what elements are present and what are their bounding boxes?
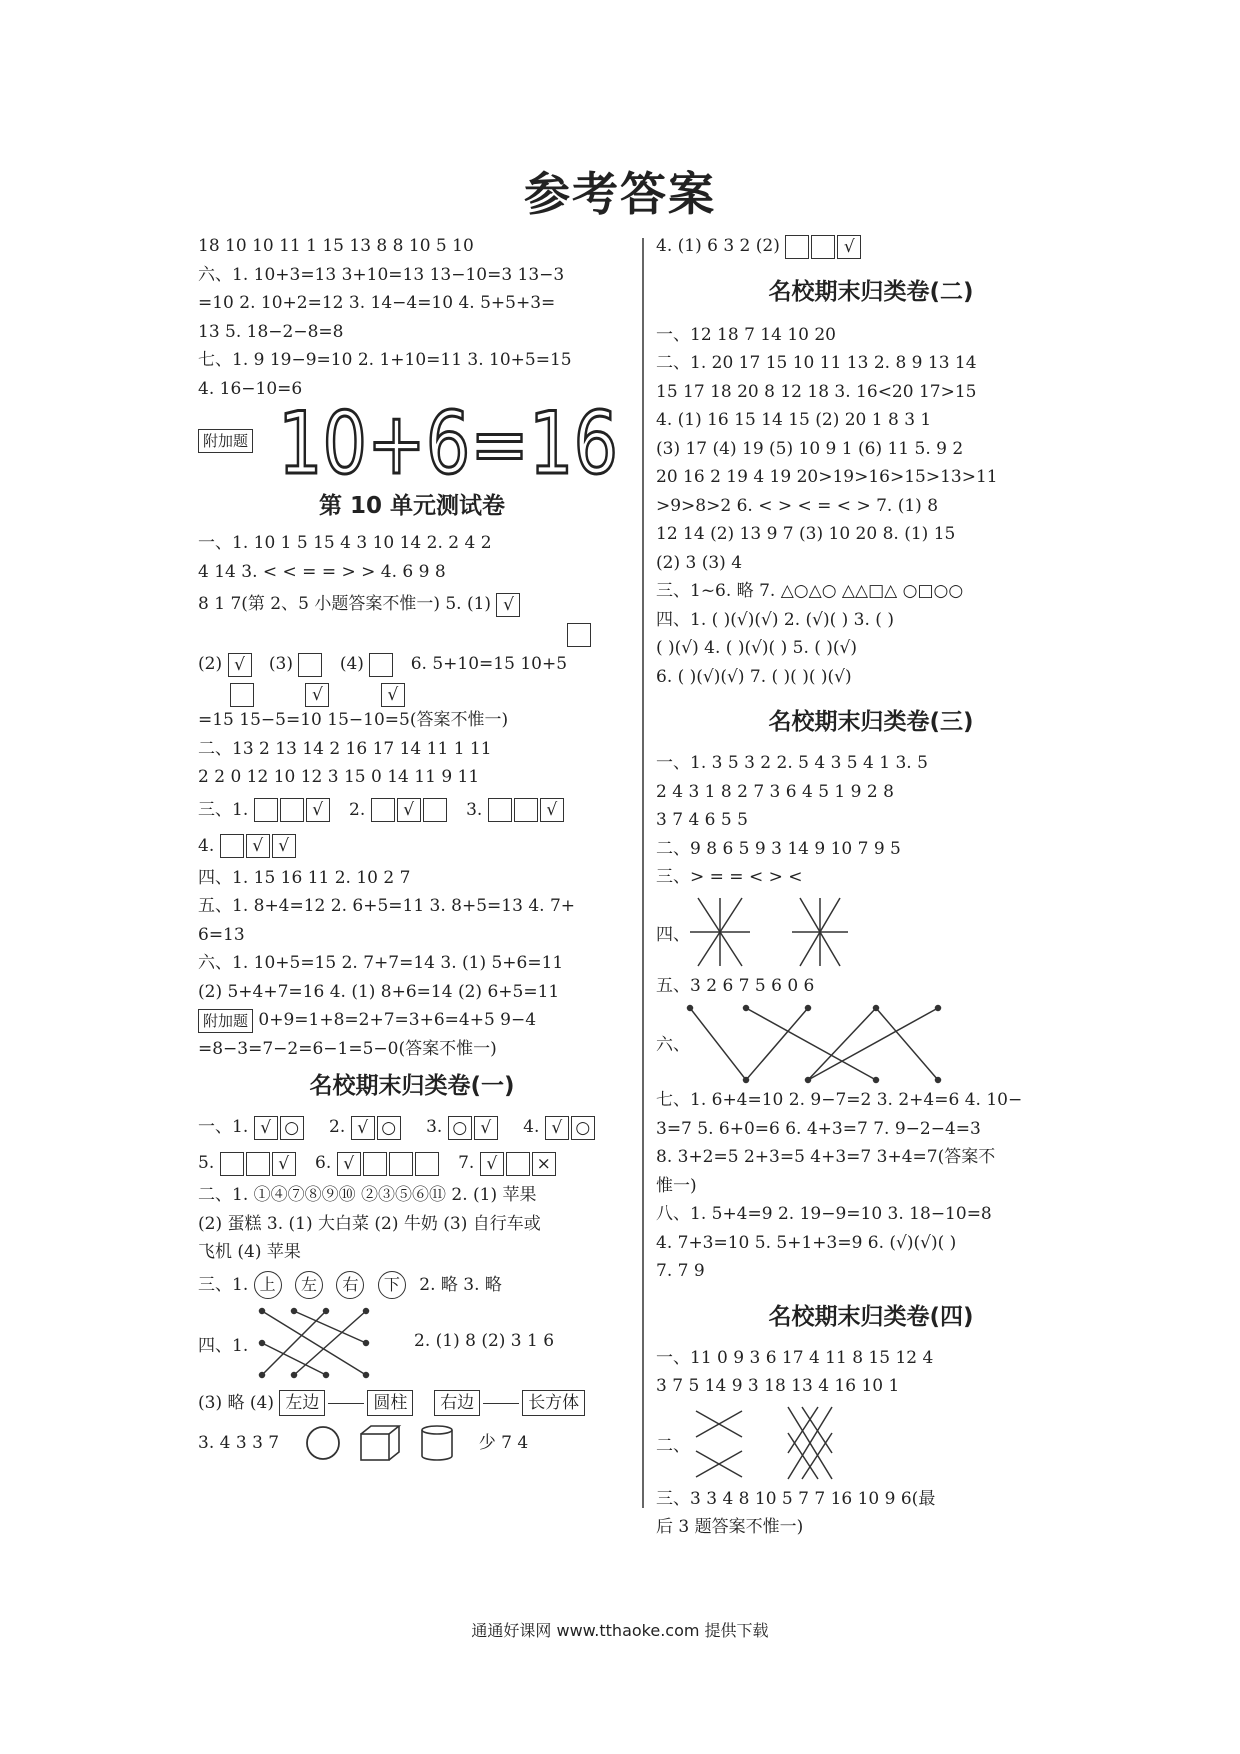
answer-text: 4.: [198, 835, 215, 856]
answer-box: [220, 834, 244, 858]
connector-line: [483, 1403, 519, 1404]
answer-box: [371, 798, 395, 822]
answer-subline: [198, 682, 626, 706]
answer-text: (3) 略 (4): [198, 1392, 274, 1413]
section-title-exam2: 名校期末归类卷(二): [768, 278, 974, 305]
answer-line: [198, 586, 626, 622]
answer-line: 2 2 0 12 10 12 3 15 0 14 11 9 11: [198, 767, 480, 787]
answer-text: 4. (1) 6 3 2 (2): [656, 236, 780, 256]
answer-line: 五、1. 8+4=12 2. 6+5=11 3. 8+5=13 4. 7+: [198, 896, 576, 916]
answer-text: (2): [198, 654, 223, 674]
answer-box: √: [228, 653, 252, 677]
answer-box: [220, 1152, 244, 1176]
answer-line: 2 4 3 1 8 2 7 3 6 4 5 1 9 2 8: [656, 781, 894, 802]
answer-line: 15 17 18 20 8 12 18 3. 16<20 17>15: [656, 381, 977, 402]
answer-box: √: [837, 235, 861, 259]
answer-line: 七、1. 9 19−9=10 2. 1+10=11 3. 10+5=15: [198, 350, 572, 370]
answer-text: 2.: [349, 799, 366, 820]
footer-credit: 通通好课网 www.tthaoke.com 提供下载: [471, 1621, 769, 1640]
answer-box: ○: [571, 1116, 595, 1140]
answer-box: √: [305, 683, 329, 707]
answer-line: 3 7 4 6 5 5: [656, 810, 748, 830]
answer-text: 4.: [523, 1117, 540, 1137]
answer-line: 七、1. 6+4=10 2. 9−7=2 3. 2+4=6 4. 10−: [656, 1090, 1023, 1110]
answer-box: [369, 653, 393, 677]
answer-line: [198, 646, 626, 682]
answer-box: √: [397, 798, 421, 822]
matchstick-equation-text: 10+6=16: [278, 394, 618, 494]
answer-text: 6.: [315, 1153, 332, 1173]
answer-box: √: [306, 798, 330, 822]
answer-box: √: [496, 593, 520, 617]
circle-shape-icon: [303, 1424, 345, 1462]
answer-box: [363, 1152, 387, 1176]
answer-line: 3 7 5 14 9 3 18 13 4 16 10 1: [656, 1376, 900, 1396]
column-divider: [642, 238, 644, 1508]
answer-line: 六、1. 10+5=15 2. 7+7=14 3. (1) 5+6=11: [198, 953, 564, 973]
answer-box: √: [351, 1116, 375, 1140]
answer-text: 3.: [426, 1117, 443, 1137]
answer-line: 三、3 3 4 8 10 5 7 7 16 10 9 6(最: [656, 1488, 936, 1509]
bonus-label: 附加题: [198, 1009, 253, 1033]
answer-text: 3. 4 3 3 7: [198, 1432, 280, 1453]
answer-text: 一、1.: [198, 1117, 249, 1137]
answer-line: [198, 828, 626, 864]
answer-line: 一、1. 3 5 3 2 2. 5 4 3 5 4 1 3. 5: [656, 753, 928, 773]
bonus-match-row: [198, 394, 626, 494]
answer-line: [198, 1145, 626, 1181]
labeled-box: 圆柱: [367, 1390, 413, 1416]
answer-line: 六、1. 10+3=13 3+10=13 13−10=3 13−3: [198, 264, 565, 285]
answer-line: [198, 1109, 626, 1145]
star-matching-row: [656, 892, 1086, 972]
answer-box: [415, 1152, 439, 1176]
page-title: 参考答案: [524, 167, 716, 221]
answer-line: (2) 5+4+7=16 4. (1) 8+6=14 (2) 6+5=11: [198, 981, 560, 1002]
answer-box: √: [246, 834, 270, 858]
answer-line: 4. 7+3=10 5. 5+1+3=9 6. (√)(√)( ): [656, 1232, 957, 1253]
answer-box: ○: [280, 1116, 304, 1140]
circled-char: 右: [336, 1271, 364, 1299]
answer-line: 18 10 10 11 1 15 13 8 8 10 5 10: [198, 236, 474, 256]
answer-line: [198, 1267, 626, 1303]
answer-text: 5.: [198, 1153, 215, 1173]
answer-line: 三、> = = < > <: [656, 867, 803, 887]
section-title-exam1: 名校期末归类卷(一): [309, 1073, 515, 1099]
answer-line: 五、3 2 6 7 5 6 0 6: [656, 975, 815, 996]
answer-line: 8. 3+2=5 2+3=5 4+3=7 3+4=7(答案不: [656, 1147, 996, 1167]
section-title-exam3: 名校期末归类卷(三): [768, 709, 974, 735]
connector-line: [328, 1403, 364, 1404]
answer-line: 4. (1) 16 15 14 15 (2) 20 1 8 3 1: [656, 410, 932, 430]
answer-line: (2) 蛋糕 3. (1) 大白菜 (2) 牛奶 (3) 自行车或: [198, 1213, 541, 1234]
zigzag-lines-figure: [686, 1002, 956, 1084]
zigzag-matching-row: [656, 1000, 1086, 1086]
cube-shape-icon: [358, 1423, 404, 1463]
answer-line: ( )(√) 4. ( )(√)( ) 5. ( )(√): [656, 638, 858, 658]
answer-box: [246, 1152, 270, 1176]
answer-line: [198, 1421, 626, 1465]
answer-box: [811, 235, 835, 259]
answer-text: 四、: [656, 924, 690, 945]
answer-box: [423, 798, 447, 822]
answer-text: 六、: [656, 1035, 690, 1055]
star-lines-figure: [690, 894, 860, 970]
answer-line: =10 2. 10+2=12 3. 14−4=10 4. 5+5+3=: [198, 293, 556, 313]
answer-box: √: [480, 1152, 504, 1176]
answer-box: [514, 798, 538, 822]
answer-line: 四、1. ( )(√)(√) 2. (√)( ) 3. ( ): [656, 609, 894, 630]
answer-line: 二、13 2 13 14 2 16 17 14 11 1 11: [198, 738, 492, 759]
matching-lines-figure: [254, 1305, 384, 1381]
answer-box: √: [540, 798, 564, 822]
answer-box: √: [545, 1116, 569, 1140]
answer-line: (3) 17 (4) 19 (5) 10 9 1 (6) 11 5. 9 2: [656, 438, 964, 459]
section-title-exam4: 名校期末归类卷(四): [768, 1303, 974, 1330]
answer-line: 四、1. 15 16 11 2. 10 2 7: [198, 867, 411, 888]
answer-line: 二、9 8 6 5 9 3 14 9 10 7 9 5: [656, 838, 901, 859]
answer-line: 4 14 3. < < = = > > 4. 6 9 8: [198, 561, 446, 582]
labeled-box: 左边: [279, 1390, 325, 1416]
answer-box: [567, 623, 591, 647]
answer-box: [506, 1152, 530, 1176]
answer-line: [198, 792, 626, 828]
answer-line: 八、1. 5+4=9 2. 19−9=10 3. 18−10=8: [656, 1204, 992, 1224]
answer-line: 6. ( )(√)(√) 7. ( )( )( )(√): [656, 666, 852, 687]
answer-line: (2) 3 (3) 4: [656, 552, 743, 573]
answer-line: [656, 232, 1086, 261]
answer-box: √: [337, 1152, 361, 1176]
cross-matching-row: [656, 1401, 1086, 1485]
answer-text: 3.: [466, 799, 483, 820]
bonus-label: 附加题: [198, 429, 253, 453]
answer-subline: [198, 622, 626, 646]
answer-line: 二、1. 20 17 15 10 11 13 2. 8 9 13 14: [656, 353, 977, 373]
answer-line: 13 5. 18−2−8=8: [198, 321, 344, 342]
answer-text: (4): [339, 654, 364, 674]
section-title-unit10: 第 10 单元测试卷: [318, 493, 506, 519]
answer-box: [230, 683, 254, 707]
answer-box: ×: [532, 1152, 556, 1176]
answer-line: 二、1. ①④⑦⑧⑨⑩ ②③⑤⑥⑪ 2. (1) 苹果: [198, 1185, 537, 1205]
answer-line: [198, 1006, 626, 1035]
answer-line: [198, 1385, 626, 1421]
circled-char: 下: [378, 1271, 406, 1299]
answer-line: 一、12 18 7 14 10 20: [656, 324, 836, 345]
answer-text: 2.: [329, 1117, 346, 1137]
answer-line: 一、11 0 9 3 6 17 4 11 8 15 12 4: [656, 1347, 934, 1368]
answer-box: √: [381, 683, 405, 707]
answer-text: 7.: [458, 1153, 475, 1173]
answer-box: [785, 235, 809, 259]
labeled-box: 右边: [434, 1390, 480, 1416]
answer-line: 3=7 5. 6+0=6 6. 4+3=7 7. 9−2−4=3: [656, 1118, 981, 1139]
answer-line: =8−3=7−2=6−1=5−0(答案不惟一): [198, 1038, 497, 1059]
answer-text: 二、: [656, 1435, 690, 1456]
answer-box: √: [272, 1152, 296, 1176]
answer-text: 三、1.: [198, 799, 249, 820]
answer-text: 三、1.: [198, 1274, 249, 1295]
answer-box: [254, 798, 278, 822]
answer-text: 8 1 7(第 2、5 小题答案不惟一) 5. (1): [198, 594, 492, 614]
answer-line: 惟一): [656, 1175, 697, 1196]
circled-char: 上: [254, 1271, 282, 1299]
answer-line: 飞机 (4) 苹果: [198, 1242, 301, 1262]
answer-text: 0+9=1+8=2+7=3+6=4+5 9−4: [253, 1010, 537, 1030]
answer-box: √: [272, 834, 296, 858]
answer-box: [488, 798, 512, 822]
answer-line: 12 14 (2) 13 9 7 (3) 10 20 8. (1) 15: [656, 524, 956, 544]
answer-text: 6. 5+10=15 10+5: [410, 654, 568, 674]
answer-box: √: [474, 1116, 498, 1140]
answer-line: 一、1. 10 1 5 15 4 3 10 14 2. 2 4 2: [198, 533, 492, 553]
answer-line: >9>8>2 6. < > < = < > 7. (1) 8: [656, 495, 939, 516]
answer-text: (3): [268, 654, 293, 674]
labeled-box: 长方体: [522, 1390, 585, 1416]
answer-line: 6=13: [198, 924, 245, 945]
answer-line: 7. 7 9: [656, 1261, 705, 1281]
answer-box: ○: [377, 1116, 401, 1140]
answer-line: 4. 16−10=6: [198, 378, 303, 399]
answer-text: 四、1.: [198, 1335, 249, 1356]
matching-row: [198, 1303, 626, 1385]
answer-box: [280, 798, 304, 822]
matchstick-equation: [278, 394, 623, 494]
answer-text: 2. (1) 8 (2) 3 1 6: [414, 1330, 555, 1351]
left-column: [198, 232, 626, 1465]
answer-box: √: [254, 1116, 278, 1140]
answer-box: [298, 653, 322, 677]
right-column: [656, 232, 1086, 1542]
answer-box: [389, 1152, 413, 1176]
answer-line: 后 3 题答案不惟一): [656, 1517, 804, 1537]
answer-line: =15 15−5=10 15−10=5(答案不惟一): [198, 710, 509, 730]
answer-text: 2. 略 3. 略: [419, 1274, 502, 1295]
circled-char: 左: [295, 1271, 323, 1299]
answer-text: 少 7 4: [478, 1432, 529, 1453]
answer-line: 20 16 2 19 4 19 20>19>16>15>13>11: [656, 467, 998, 487]
cross-lines-figure: [692, 1403, 852, 1483]
answer-box: ○: [448, 1116, 472, 1140]
answer-line: 三、1~6. 略 7. △○△○ △△□△ ○□○○: [656, 581, 964, 601]
cylinder-shape-icon: [417, 1423, 457, 1463]
